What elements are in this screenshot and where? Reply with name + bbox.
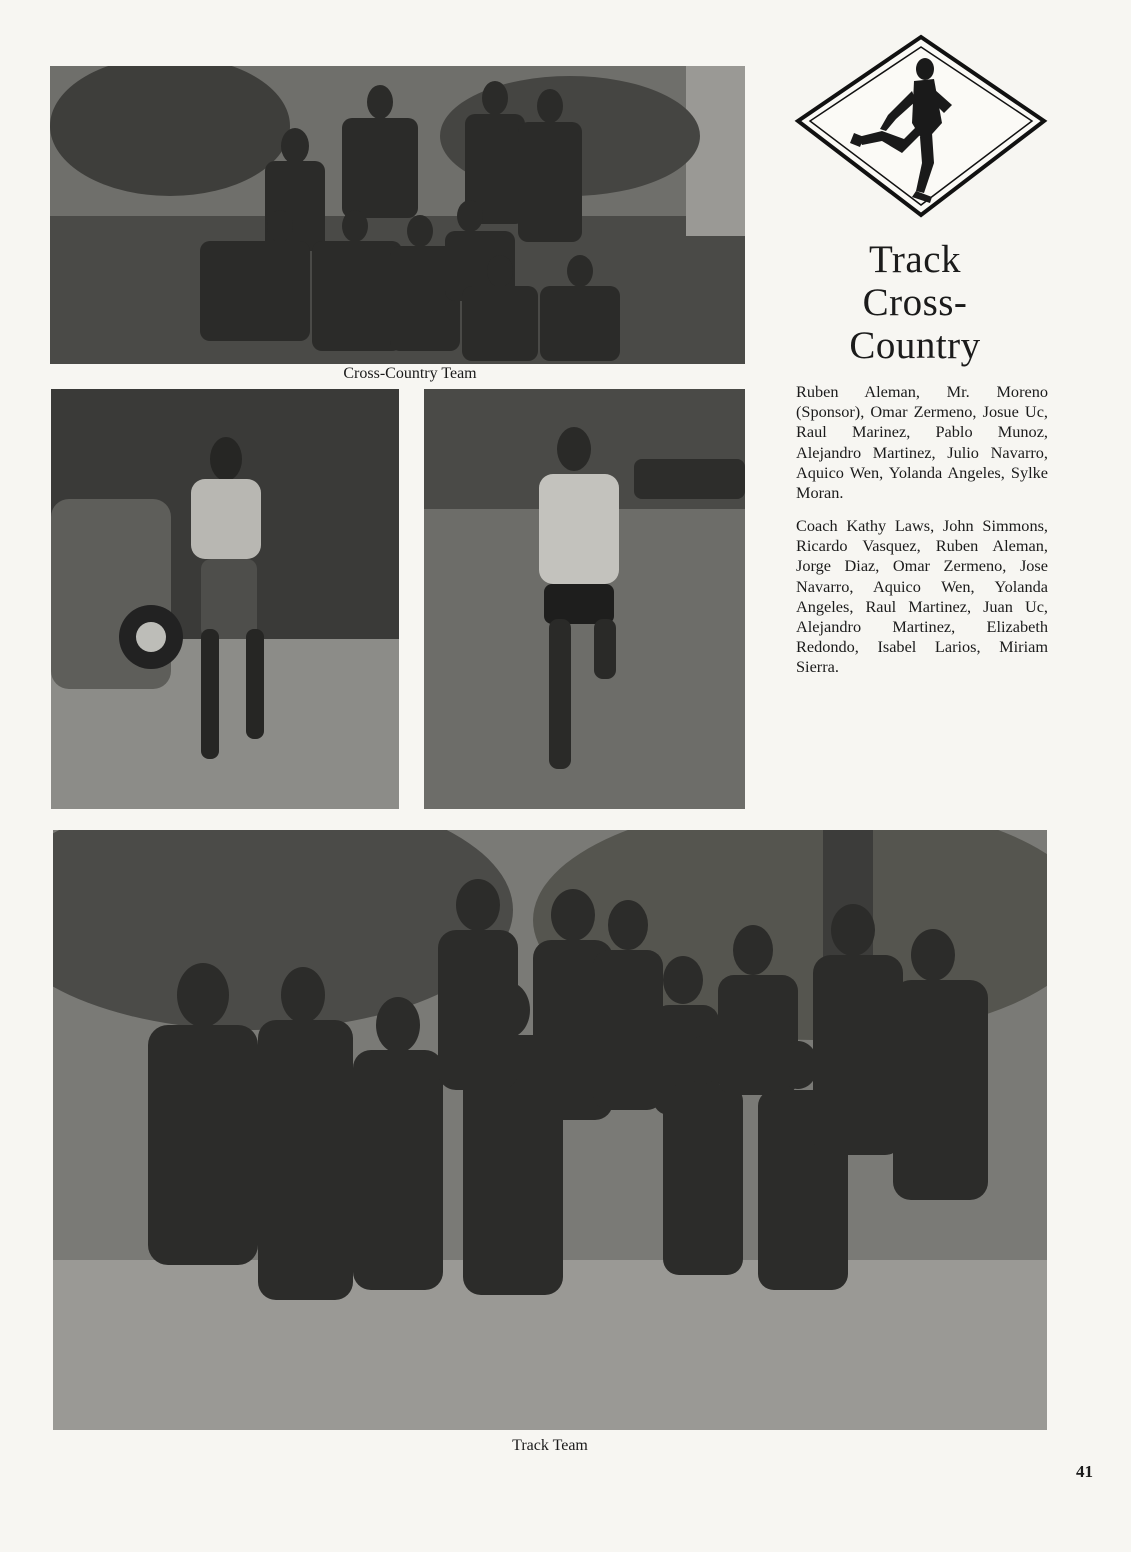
runner-icon [792,33,1050,219]
runner-left-photo-art [51,389,399,809]
runner-left-photo [51,389,399,809]
cross-country-team-caption: Cross-Country Team [343,365,477,382]
page-number: 41 [1076,1462,1093,1481]
track-team-photo [53,830,1047,1430]
cross-country-roster: Ruben Aleman, Mr. Moreno (Sponsor), Omar Zermeno, Josue Uc, Raul Marinez, Pablo Munoz, Alejandro Martinez, Julio Navarro, Aquico Wen, Yolanda Angeles, Sylke Moran. [796,382,1048,503]
runner-emblem [792,33,1050,219]
section-title [800,238,1030,367]
runner-right-photo [424,389,745,809]
track-team-caption: Track Team [512,1437,588,1454]
runner-right-photo-art [424,389,745,809]
section-title-line: Track [868,238,962,281]
section-title-line: Cross- [862,281,968,324]
section-title-line: Country [849,324,981,367]
cross-country-team-photo [50,66,745,364]
track-roster: Coach Kathy Laws, John Simmons, Ricardo Vasquez, Ruben Aleman, Jorge Diaz, Omar Zermeno, Jose Navarro, Aquico Wen, Yolanda Angeles, Raul Martinez, Juan Uc, Alejandro Martinez, Elizabeth Redondo, Isabel Larios, Miriam Sierra. [796,516,1048,677]
track-team-photo-art [53,830,1047,1430]
cross-country-team-photo-art [50,66,745,364]
